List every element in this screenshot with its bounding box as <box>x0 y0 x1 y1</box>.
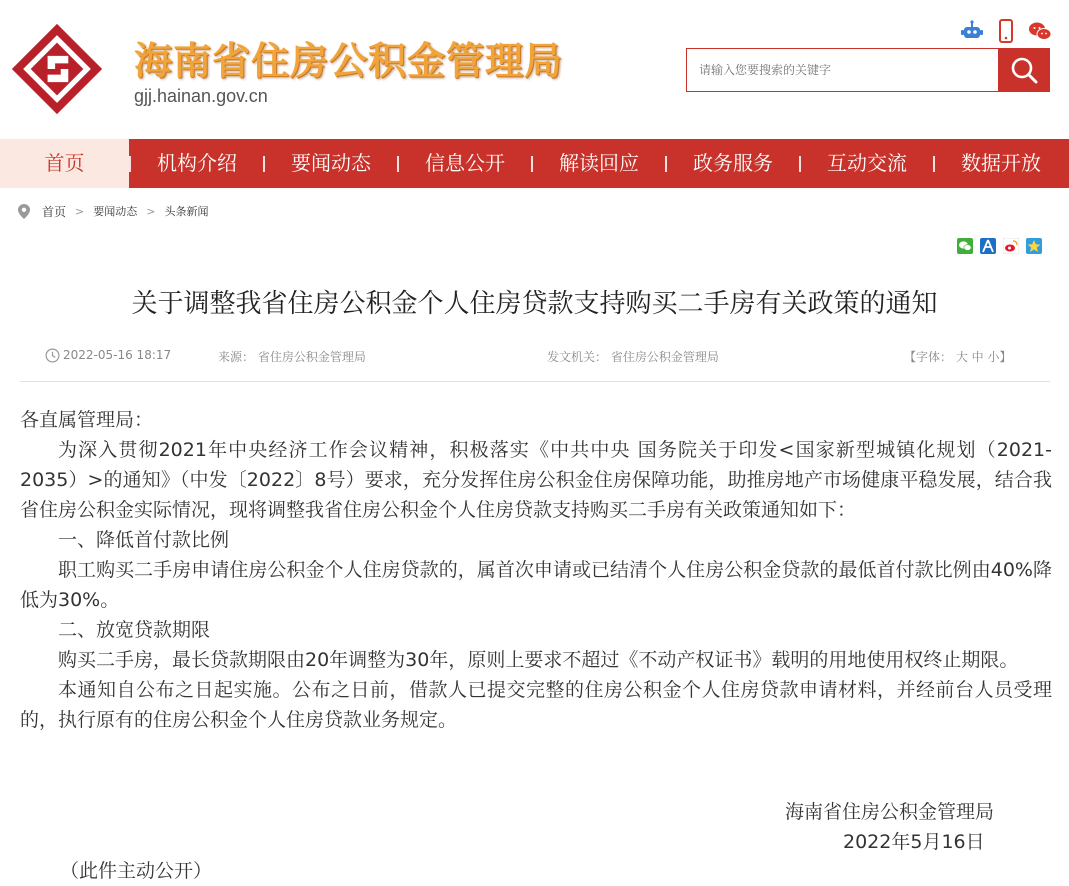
clock-icon <box>45 348 60 363</box>
body-paragraph: 职工购买二手房申请住房公积金个人住房贷款的，属首次申请或已结清个人住房公积金贷款的最低首付款比例由40%降低为30%。 <box>20 559 1052 611</box>
nav-item-info-disclosure[interactable]: 信息公开 <box>425 151 505 175</box>
section-heading: 二、放宽贷款期限 <box>58 619 211 641</box>
site-domain: gjj.hainan.gov.cn <box>134 86 268 106</box>
breadcrumb-home[interactable]: 首页 <box>42 204 67 219</box>
nav-item-interpretation[interactable]: 解读回应 <box>559 151 639 175</box>
mobile-icon[interactable] <box>994 19 1018 43</box>
article-issuer: 发文机关： 省住房公积金管理局 <box>547 350 719 364</box>
weibo-share-icon[interactable] <box>1003 238 1019 254</box>
body-paragraph: 购买二手房，最长贷款期限由20年调整为30年，原则上要求不超过《不动产权证书》载明的用地使用权终止期限。 <box>58 649 1019 671</box>
wechat-icon[interactable] <box>1028 19 1052 43</box>
wechat-share-icon[interactable] <box>957 238 973 254</box>
search-button[interactable] <box>998 48 1050 92</box>
publish-date: 2022-05-16 18:17 <box>63 348 172 362</box>
breadcrumb-separator-icon: > <box>75 204 85 218</box>
main-nav <box>0 139 1069 188</box>
robot-icon[interactable] <box>960 19 984 43</box>
signature: 海南省住房公积金管理局 <box>785 801 995 823</box>
body-paragraph: 本通知自公布之日起实施。公布之日前，借款人已提交完整的住房公积金个人住房贷款申请材料，并经前台人员受理的，执行原有的住房公积金个人住房贷款业务规定。 <box>20 679 1052 731</box>
nav-item-about[interactable]: 机构介绍 <box>157 151 237 175</box>
breadcrumb-news[interactable]: 要闻动态 <box>93 205 138 218</box>
share-bar <box>957 238 1042 254</box>
meta-divider <box>20 381 1050 382</box>
search-input[interactable] <box>687 49 998 91</box>
salutation: 各直属管理局： <box>20 409 154 431</box>
article-title: 关于调整我省住房公积金个人住房贷款支持购买二手房有关政策的通知 <box>131 289 938 319</box>
publication-note: （此件主动公开） <box>60 860 213 882</box>
nav-item-home[interactable]: 首页 <box>0 139 129 188</box>
site-header <box>0 0 1069 139</box>
site-title: 海南省住房公积金管理局 <box>134 39 564 83</box>
article-body <box>20 405 1052 735</box>
location-pin-icon <box>18 204 30 219</box>
qzone-share-icon[interactable] <box>1026 238 1042 254</box>
section-heading: 一、降低首付款比例 <box>58 529 230 551</box>
breadcrumb-separator-icon: > <box>146 204 156 218</box>
search-box <box>686 48 998 92</box>
article-meta <box>20 346 1050 366</box>
article-source: 来源： 省住房公积金管理局 <box>218 350 366 364</box>
search-icon <box>1009 55 1039 85</box>
site-logo-icon[interactable] <box>10 22 104 116</box>
breadcrumb <box>18 202 208 220</box>
nav-item-interaction[interactable]: 互动交流 <box>827 151 907 175</box>
sign-date: 2022年5月16日 <box>843 831 985 853</box>
breadcrumb-headlines[interactable]: 头条新闻 <box>164 205 209 218</box>
nav-item-gov-services[interactable]: 政务服务 <box>693 151 773 175</box>
font-size-switcher[interactable]: 【字体： 大 中 小】 <box>904 350 1012 364</box>
body-paragraph: 为深入贯彻2021年中央经济工作会议精神，积极落实《中共中央 国务院关于印发<国家新型城镇化规划（2021-2035）>的通知》（中发〔2022〕8号）要求，充分发挥住房公积金住房保障功能，助推房地产市场健康平稳发展，结合我省住房公积金实际情况，现将调整我省住房公积金个人住房贷款支持购买二手房有关政策通知如下： <box>20 439 1052 521</box>
top-icon-bar <box>960 18 1052 44</box>
nav-item-open-data[interactable]: 数据开放 <box>961 151 1041 175</box>
nav-item-news[interactable]: 要闻动态 <box>291 151 371 175</box>
renren-share-icon[interactable] <box>980 238 996 254</box>
